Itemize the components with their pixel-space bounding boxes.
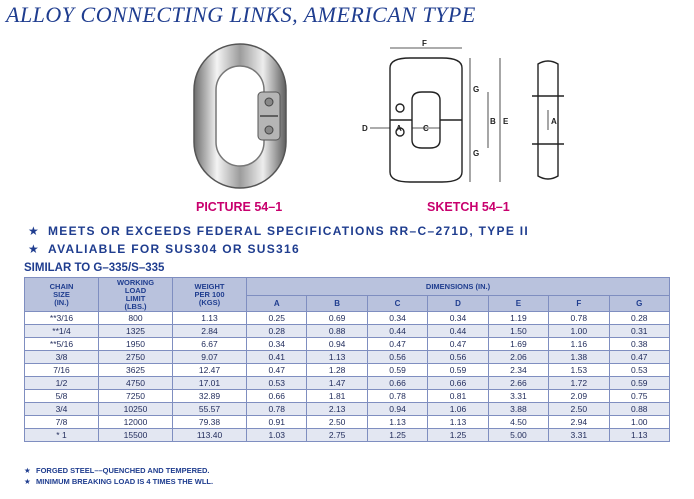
table-cell: 1.00	[549, 325, 609, 338]
specification-table	[24, 277, 670, 442]
table-cell: 0.66	[367, 377, 427, 390]
table-cell: 0.88	[609, 403, 669, 416]
table-cell: 32.89	[173, 390, 247, 403]
table-cell: 1950	[99, 338, 173, 351]
table-row	[25, 351, 670, 364]
table-row	[25, 312, 670, 325]
table-cell: 0.47	[367, 338, 427, 351]
table-cell: **5/16	[25, 338, 99, 351]
table-cell: 1.00	[609, 416, 669, 429]
table-cell: 1.13	[307, 351, 367, 364]
table-cell: 2750	[99, 351, 173, 364]
header-dim-d: D	[428, 296, 488, 312]
table-cell: 1.72	[549, 377, 609, 390]
bullet-specification	[28, 222, 529, 240]
table-cell: 3/4	[25, 403, 99, 416]
table-cell: 7/16	[25, 364, 99, 377]
table-cell: 0.47	[428, 338, 488, 351]
table-cell: 0.69	[307, 312, 367, 325]
star-icon: ★	[28, 224, 41, 238]
specification-table-body	[25, 312, 670, 442]
table-cell: 0.59	[428, 364, 488, 377]
connecting-link-picture	[186, 40, 296, 192]
table-cell: 0.41	[247, 351, 307, 364]
table-cell: 0.34	[428, 312, 488, 325]
table-cell: 2.94	[549, 416, 609, 429]
table-cell: 1.28	[307, 364, 367, 377]
table-cell: 2.75	[307, 429, 367, 442]
table-cell: 12000	[99, 416, 173, 429]
table-cell: 0.38	[609, 338, 669, 351]
sketch-caption: SKETCH 54–1	[427, 200, 510, 214]
header-dim-f: F	[549, 296, 609, 312]
table-cell: 1.81	[307, 390, 367, 403]
table-cell: 1325	[99, 325, 173, 338]
table-cell: 0.94	[307, 338, 367, 351]
table-cell: 0.53	[609, 364, 669, 377]
sketch-label-c: C	[423, 124, 429, 133]
table-cell: 1.13	[173, 312, 247, 325]
table-cell: 0.91	[247, 416, 307, 429]
sketch-label-e: E	[503, 117, 509, 126]
header-dim-g: G	[609, 296, 669, 312]
table-cell: **3/16	[25, 312, 99, 325]
sketch-label-g-top: G	[473, 85, 480, 94]
connecting-link-sketch	[350, 40, 590, 200]
table-cell: 0.88	[307, 325, 367, 338]
table-cell: 3.31	[488, 390, 548, 403]
header-dim-b: B	[307, 296, 367, 312]
table-row	[25, 390, 670, 403]
table-cell: 3/8	[25, 351, 99, 364]
table-cell: 1.13	[609, 429, 669, 442]
header-weight: WEIGHT PER 100 (KGS)	[173, 278, 247, 312]
table-cell: 0.56	[428, 351, 488, 364]
table-cell: 0.66	[247, 390, 307, 403]
table-cell: 0.59	[609, 377, 669, 390]
table-cell: 5/8	[25, 390, 99, 403]
table-cell: 3.31	[549, 429, 609, 442]
table-cell: 0.78	[367, 390, 427, 403]
picture-caption: PICTURE 54–1	[196, 200, 283, 214]
table-cell: 1.03	[247, 429, 307, 442]
table-cell: 4750	[99, 377, 173, 390]
bullet-text: AVALIABLE FOR SUS304 OR SUS316	[48, 242, 300, 256]
table-cell: 1.69	[488, 338, 548, 351]
table-row	[25, 338, 670, 351]
table-cell: 17.01	[173, 377, 247, 390]
footnote-breaking-load: ★ MINIMUM BREAKING LOAD IS 4 TIMES THE WLL.	[24, 477, 214, 486]
table-cell: 9.07	[173, 351, 247, 364]
table-cell: 0.75	[609, 390, 669, 403]
table-cell: 1.25	[367, 429, 427, 442]
table-cell: 6.67	[173, 338, 247, 351]
table-cell: 4.50	[488, 416, 548, 429]
table-row	[25, 364, 670, 377]
table-cell: 0.28	[609, 312, 669, 325]
table-cell: 0.31	[609, 325, 669, 338]
header-working-load: WORKING LOAD LIMIT (LBS.)	[99, 278, 173, 312]
table-cell: 1.47	[307, 377, 367, 390]
sketch-label-b: B	[490, 117, 496, 126]
star-icon: ★	[24, 466, 31, 475]
table-cell: 0.78	[247, 403, 307, 416]
table-cell: 0.56	[367, 351, 427, 364]
table-cell: 2.09	[549, 390, 609, 403]
table-cell: 55.57	[173, 403, 247, 416]
table-cell: * 1	[25, 429, 99, 442]
star-icon: ★	[24, 477, 31, 486]
sketch-label-f: F	[422, 40, 427, 48]
table-cell: 1.16	[549, 338, 609, 351]
table-cell: 0.47	[609, 351, 669, 364]
table-cell: 1.53	[549, 364, 609, 377]
table-cell: **1/4	[25, 325, 99, 338]
table-cell: 113.40	[173, 429, 247, 442]
table-cell: 2.50	[549, 403, 609, 416]
table-cell: 0.81	[428, 390, 488, 403]
footnote-forged: ★ FORGED STEEL––QUENCHED AND TEMPERED.	[24, 466, 210, 475]
sketch-label-a-left: A	[396, 124, 402, 133]
table-cell: 1.50	[488, 325, 548, 338]
table-cell: 2.50	[307, 416, 367, 429]
table-cell: 0.25	[247, 312, 307, 325]
similar-to-heading: SIMILAR TO G–335/S–335	[24, 262, 165, 274]
table-cell: 1.13	[428, 416, 488, 429]
table-cell: 0.44	[367, 325, 427, 338]
table-cell: 0.94	[367, 403, 427, 416]
table-cell: 2.13	[307, 403, 367, 416]
header-dim-e: E	[488, 296, 548, 312]
table-cell: 1.25	[428, 429, 488, 442]
table-cell: 1.38	[549, 351, 609, 364]
table-cell: 12.47	[173, 364, 247, 377]
bullet-text: MEETS OR EXCEEDS FEDERAL SPECIFICATIONS RR–C–271D, TYPE II	[48, 224, 530, 238]
table-cell: 2.34	[488, 364, 548, 377]
page-title: ALLOY CONNECTING LINKS, AMERICAN TYPE	[6, 2, 476, 27]
sketch-label-a-side: A	[551, 117, 557, 126]
footnotes	[24, 465, 213, 487]
table-cell: 1.19	[488, 312, 548, 325]
table-row	[25, 377, 670, 390]
sketch-label-g-bottom: G	[473, 149, 480, 158]
table-cell: 0.53	[247, 377, 307, 390]
table-cell: 800	[99, 312, 173, 325]
table-cell: 15500	[99, 429, 173, 442]
star-icon: ★	[28, 242, 41, 256]
header-dim-a: A	[247, 296, 307, 312]
header-dim-c: C	[367, 296, 427, 312]
table-cell: 5.00	[488, 429, 548, 442]
table-row	[25, 403, 670, 416]
table-cell: 7250	[99, 390, 173, 403]
table-cell: 0.34	[367, 312, 427, 325]
table-row	[25, 325, 670, 338]
table-cell: 1.06	[428, 403, 488, 416]
table-cell: 0.28	[247, 325, 307, 338]
sketch-label-d: D	[362, 124, 368, 133]
table-row	[25, 429, 670, 442]
table-cell: 2.66	[488, 377, 548, 390]
header-dimensions: DIMENSIONS (IN.)	[247, 278, 670, 296]
table-cell: 3.88	[488, 403, 548, 416]
table-cell: 7/8	[25, 416, 99, 429]
table-cell: 3625	[99, 364, 173, 377]
table-cell: 2.84	[173, 325, 247, 338]
feature-bullets	[28, 222, 529, 258]
table-row	[25, 416, 670, 429]
table-cell: 1/2	[25, 377, 99, 390]
table-cell: 0.44	[428, 325, 488, 338]
table-cell: 0.59	[367, 364, 427, 377]
table-cell: 0.34	[247, 338, 307, 351]
table-cell: 0.47	[247, 364, 307, 377]
bullet-materials	[28, 240, 529, 258]
table-cell: 79.38	[173, 416, 247, 429]
table-cell: 0.78	[549, 312, 609, 325]
table-cell: 1.13	[367, 416, 427, 429]
header-chain-size: CHAIN SIZE (IN.)	[25, 278, 99, 312]
table-cell: 10250	[99, 403, 173, 416]
table-cell: 2.06	[488, 351, 548, 364]
table-cell: 0.66	[428, 377, 488, 390]
